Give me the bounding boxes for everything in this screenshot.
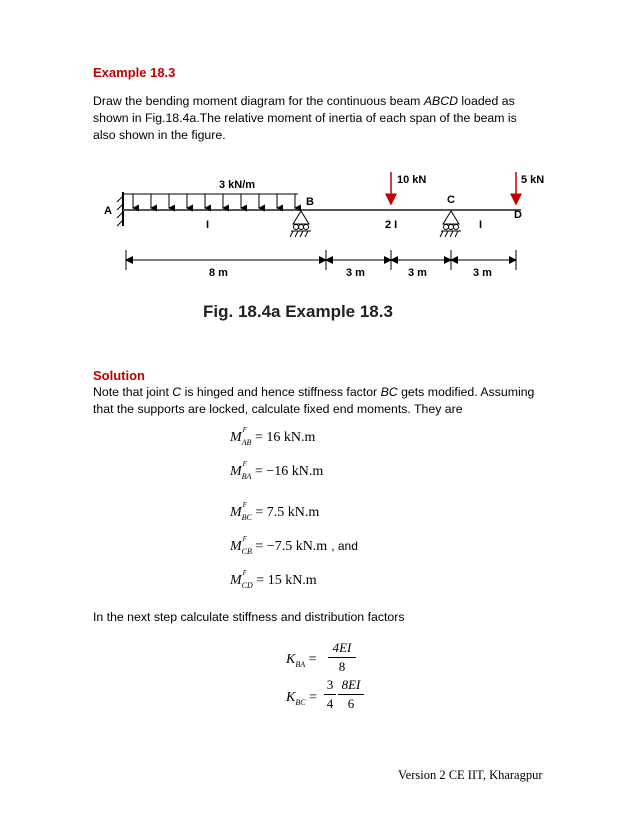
stiffness-subscript: BA bbox=[295, 660, 306, 669]
step-text: In the next step calculate stiffness and distribution factors bbox=[93, 610, 405, 624]
fem-subscript: BC bbox=[241, 513, 252, 522]
fixed-support-a bbox=[117, 192, 123, 226]
fem-subscript: CB bbox=[241, 547, 252, 556]
fem-symbol: M bbox=[230, 539, 242, 554]
solution-text-part: is hinged and hence stiffness factor bbox=[181, 385, 381, 399]
member-name: BC bbox=[380, 385, 398, 399]
inertia-cd-label: I bbox=[479, 219, 483, 231]
fem-symbol: M bbox=[230, 430, 242, 445]
fem-superscript: F bbox=[242, 535, 247, 543]
udl-label: 3 kN/m bbox=[219, 179, 256, 191]
kbc-denominator-1: 4 bbox=[326, 696, 334, 711]
problem-text-line3: also shown in the figure. bbox=[93, 128, 226, 142]
figure-caption: Fig. 18.4a Example 18.3 bbox=[203, 302, 393, 321]
equals-sign: = bbox=[309, 690, 317, 705]
problem-text-start: Draw the bending moment diagram for the continuous beam bbox=[93, 94, 424, 108]
kbc-numerator-2: 8EI bbox=[341, 677, 361, 692]
node-d-label: D bbox=[514, 209, 522, 221]
fem-subscript: AB bbox=[241, 438, 252, 447]
example-heading: Example 18.3 bbox=[93, 65, 176, 80]
fem-subscript: CD bbox=[241, 581, 253, 590]
fem-symbol: M bbox=[230, 573, 242, 588]
solution-text-part: Note that joint bbox=[93, 385, 173, 399]
stiffness-subscript: BC bbox=[295, 698, 306, 707]
support-c bbox=[440, 211, 461, 237]
fem-cb bbox=[230, 535, 358, 556]
kba-fraction bbox=[328, 640, 356, 675]
node-c-label: C bbox=[447, 194, 455, 206]
fem-symbol: M bbox=[230, 505, 242, 520]
dim-b-load-label: 3 m bbox=[346, 267, 365, 279]
problem-text-line2: shown in Fig.18.4a.The relative moment of inertia of each span of the beam is bbox=[93, 111, 517, 125]
stiffness-kbc bbox=[286, 690, 317, 706]
point-load-10kn-label: 10 kN bbox=[397, 174, 427, 186]
fem-ab bbox=[230, 426, 319, 447]
dimension-line bbox=[126, 250, 516, 270]
fem-ba bbox=[230, 460, 327, 481]
joint-name: C bbox=[172, 385, 182, 399]
node-a-label: A bbox=[104, 205, 112, 217]
fem-superscript: F bbox=[242, 501, 247, 509]
fem-value: = 16 kN.m bbox=[254, 430, 316, 445]
problem-statement bbox=[93, 93, 545, 144]
beam-figure bbox=[93, 158, 553, 340]
solution-text bbox=[93, 384, 545, 418]
fem-subscript: BA bbox=[241, 472, 252, 481]
fraction-bar bbox=[338, 694, 364, 695]
fem-value: = 15 kN.m bbox=[256, 573, 317, 588]
kba-numerator: 4EI bbox=[332, 640, 352, 655]
fem-value: = −7.5 kN.m bbox=[255, 539, 328, 554]
stiffness-symbol: K bbox=[286, 690, 296, 705]
udl-arrows bbox=[123, 194, 298, 208]
inertia-ab-label: I bbox=[206, 219, 210, 231]
fem-suffix: , and bbox=[331, 539, 358, 553]
fem-superscript: F bbox=[242, 426, 247, 434]
solution-text-line2: that the supports are locked, calculate fixed end moments. They are bbox=[93, 402, 463, 416]
fem-cd bbox=[230, 569, 321, 590]
inertia-bc-label: 2 I bbox=[385, 219, 398, 231]
point-load-5kn-label: 5 kN bbox=[521, 174, 545, 186]
fem-symbol: M bbox=[230, 464, 242, 479]
kba-denominator: 8 bbox=[338, 659, 346, 674]
support-b bbox=[290, 211, 311, 237]
fraction-bar bbox=[324, 694, 336, 695]
fem-value: = −16 kN.m bbox=[254, 464, 324, 479]
beam-name: ABCD bbox=[423, 94, 459, 108]
page-footer: Version 2 CE IIT, Kharagpur bbox=[398, 768, 543, 782]
kbc-fraction-2 bbox=[338, 677, 364, 712]
fem-bc bbox=[230, 501, 323, 522]
node-b-label: B bbox=[306, 196, 314, 208]
kbc-numerator-1: 3 bbox=[326, 677, 334, 692]
kbc-denominator-2: 6 bbox=[347, 696, 355, 711]
fem-value: = 7.5 kN.m bbox=[255, 505, 320, 520]
dim-load-c-label: 3 m bbox=[408, 267, 427, 279]
dim-ab-label: 8 m bbox=[209, 267, 228, 279]
fem-superscript: F bbox=[242, 460, 247, 468]
kbc-fraction-1 bbox=[324, 677, 336, 712]
dim-cd-label: 3 m bbox=[473, 267, 492, 279]
fem-superscript: F bbox=[242, 569, 247, 577]
equals-sign: = bbox=[308, 652, 317, 667]
solution-heading: Solution bbox=[93, 368, 145, 383]
stiffness-kba bbox=[286, 652, 317, 668]
problem-text-line1-end: loaded as bbox=[458, 94, 515, 108]
stiffness-symbol: K bbox=[286, 652, 296, 667]
fraction-bar bbox=[328, 657, 356, 658]
solution-text-part: gets modified. Assuming bbox=[397, 385, 535, 399]
